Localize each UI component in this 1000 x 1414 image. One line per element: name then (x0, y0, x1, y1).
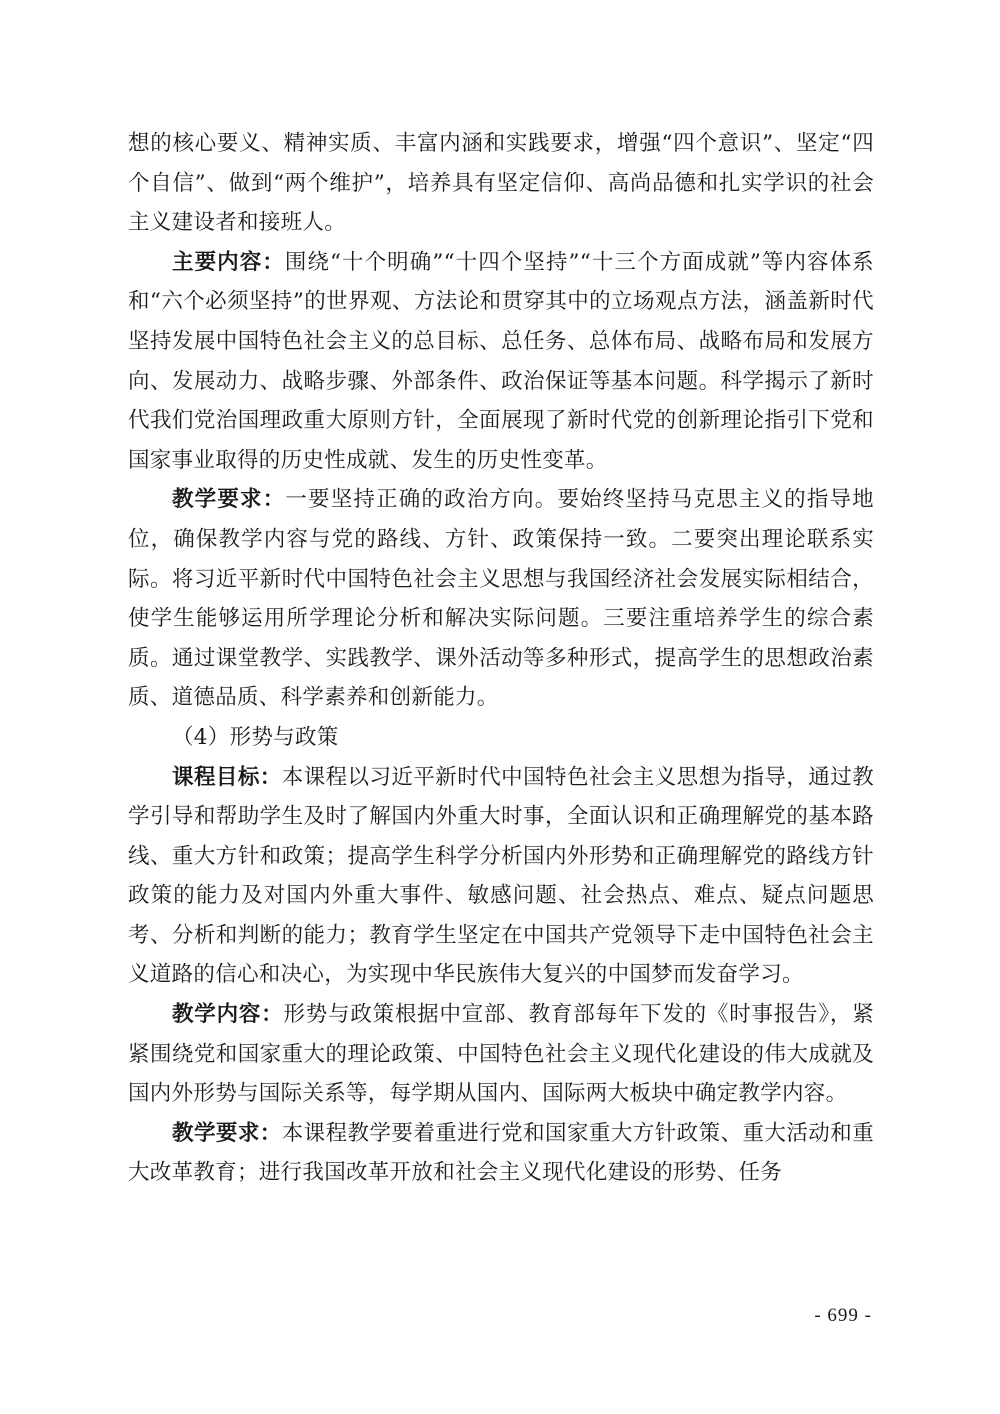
text-teaching-content: 形势与政策根据中宣部、教育部每年下发的《时事报告》，紧紧围绕党和国家重大的理论政策、中国特色社会主义现代化建设的伟大成就及国内外形势与国际关系等，每学期从国内、国际两大板块中确定教学内容。 (128, 1002, 874, 1107)
label-main-content: 主要内容： (172, 249, 285, 275)
text-main-content: 围绕“十个明确”“十四个坚持”“十三个方面成就”等内容体系和“六个必须坚持”的世界观、方法论和贯穿其中的立场观点方法，涵盖新时代坚持发展中国特色社会主义的总目标、总任务、总体布局、战略布局和发展方向、发展动力、战略步骤、外部条件、政治保证等基本问题。科学揭示了新时代我们党治国理政重大原则方针，全面展现了新时代党的创新理论指引下党和国家事业取得的历史性成就、发生的历史性变革。 (128, 249, 874, 473)
page-number: - 699 - (814, 1305, 872, 1326)
text-course-objectives: 本课程以习近平新时代中国特色社会主义思想为指导，通过教学引导和帮助学生及时了解国内外重大时事，全面认识和正确理解党的基本路线、重大方针和政策；提高学生科学分析国内外形势和正确理解党的路线方针政策的能力及对国内外重大事件、敏感问题、社会热点、难点、疑点问题思考、分析和判断的能力；教育学生坚定在中国共产党领导下走中国特色社会主义道路的信心和决心，为实现中华民族伟大复兴的中国梦而发奋学习。 (128, 764, 874, 988)
label-teaching-requirements-2: 教学要求： (172, 1120, 282, 1146)
paragraph-course-objectives (128, 758, 874, 996)
paragraph-continuation: 想的核心要义、精神实质、丰富内涵和实践要求，增强“四个意识”、坚定“四个自信”、做到“两个维护”，培养具有坚定信仰、高尚品德和扎实学识的社会主义建设者和接班人。 (128, 131, 874, 236)
page-body (128, 124, 874, 1193)
text-teaching-requirements: 一要坚持正确的政治方向。要始终坚持马克思主义的指导地位，确保教学内容与党的路线、方针、政策保持一致。二要突出理论联系实际。将习近平新时代中国特色社会主义思想与我国经济社会发展实际相结合，使学生能够运用所学理论分析和解决实际问题。三要注重培养学生的综合素质。通过课堂教学、实践教学、课外活动等多种形式，提高学生的思想政治素质、道德品质、科学素养和创新能力。 (128, 487, 874, 711)
label-teaching-content: 教学内容： (172, 1002, 284, 1028)
label-teaching-requirements: 教学要求： (172, 487, 286, 513)
text-teaching-requirements-2: 本课程教学要着重进行党和国家重大方针政策、重大活动和重大改革教育；进行我国改革开放和社会主义现代化建设的形势、任务 (128, 1120, 874, 1186)
paragraph-teaching-requirements (128, 480, 874, 718)
label-course-objectives: 课程目标： (172, 764, 282, 790)
paragraph-teaching-requirements-2 (128, 1114, 874, 1193)
paragraph-main-content (128, 243, 874, 481)
section-heading-situation-policy: （4）形势与政策 (172, 724, 339, 750)
paragraph-teaching-content (128, 995, 874, 1114)
